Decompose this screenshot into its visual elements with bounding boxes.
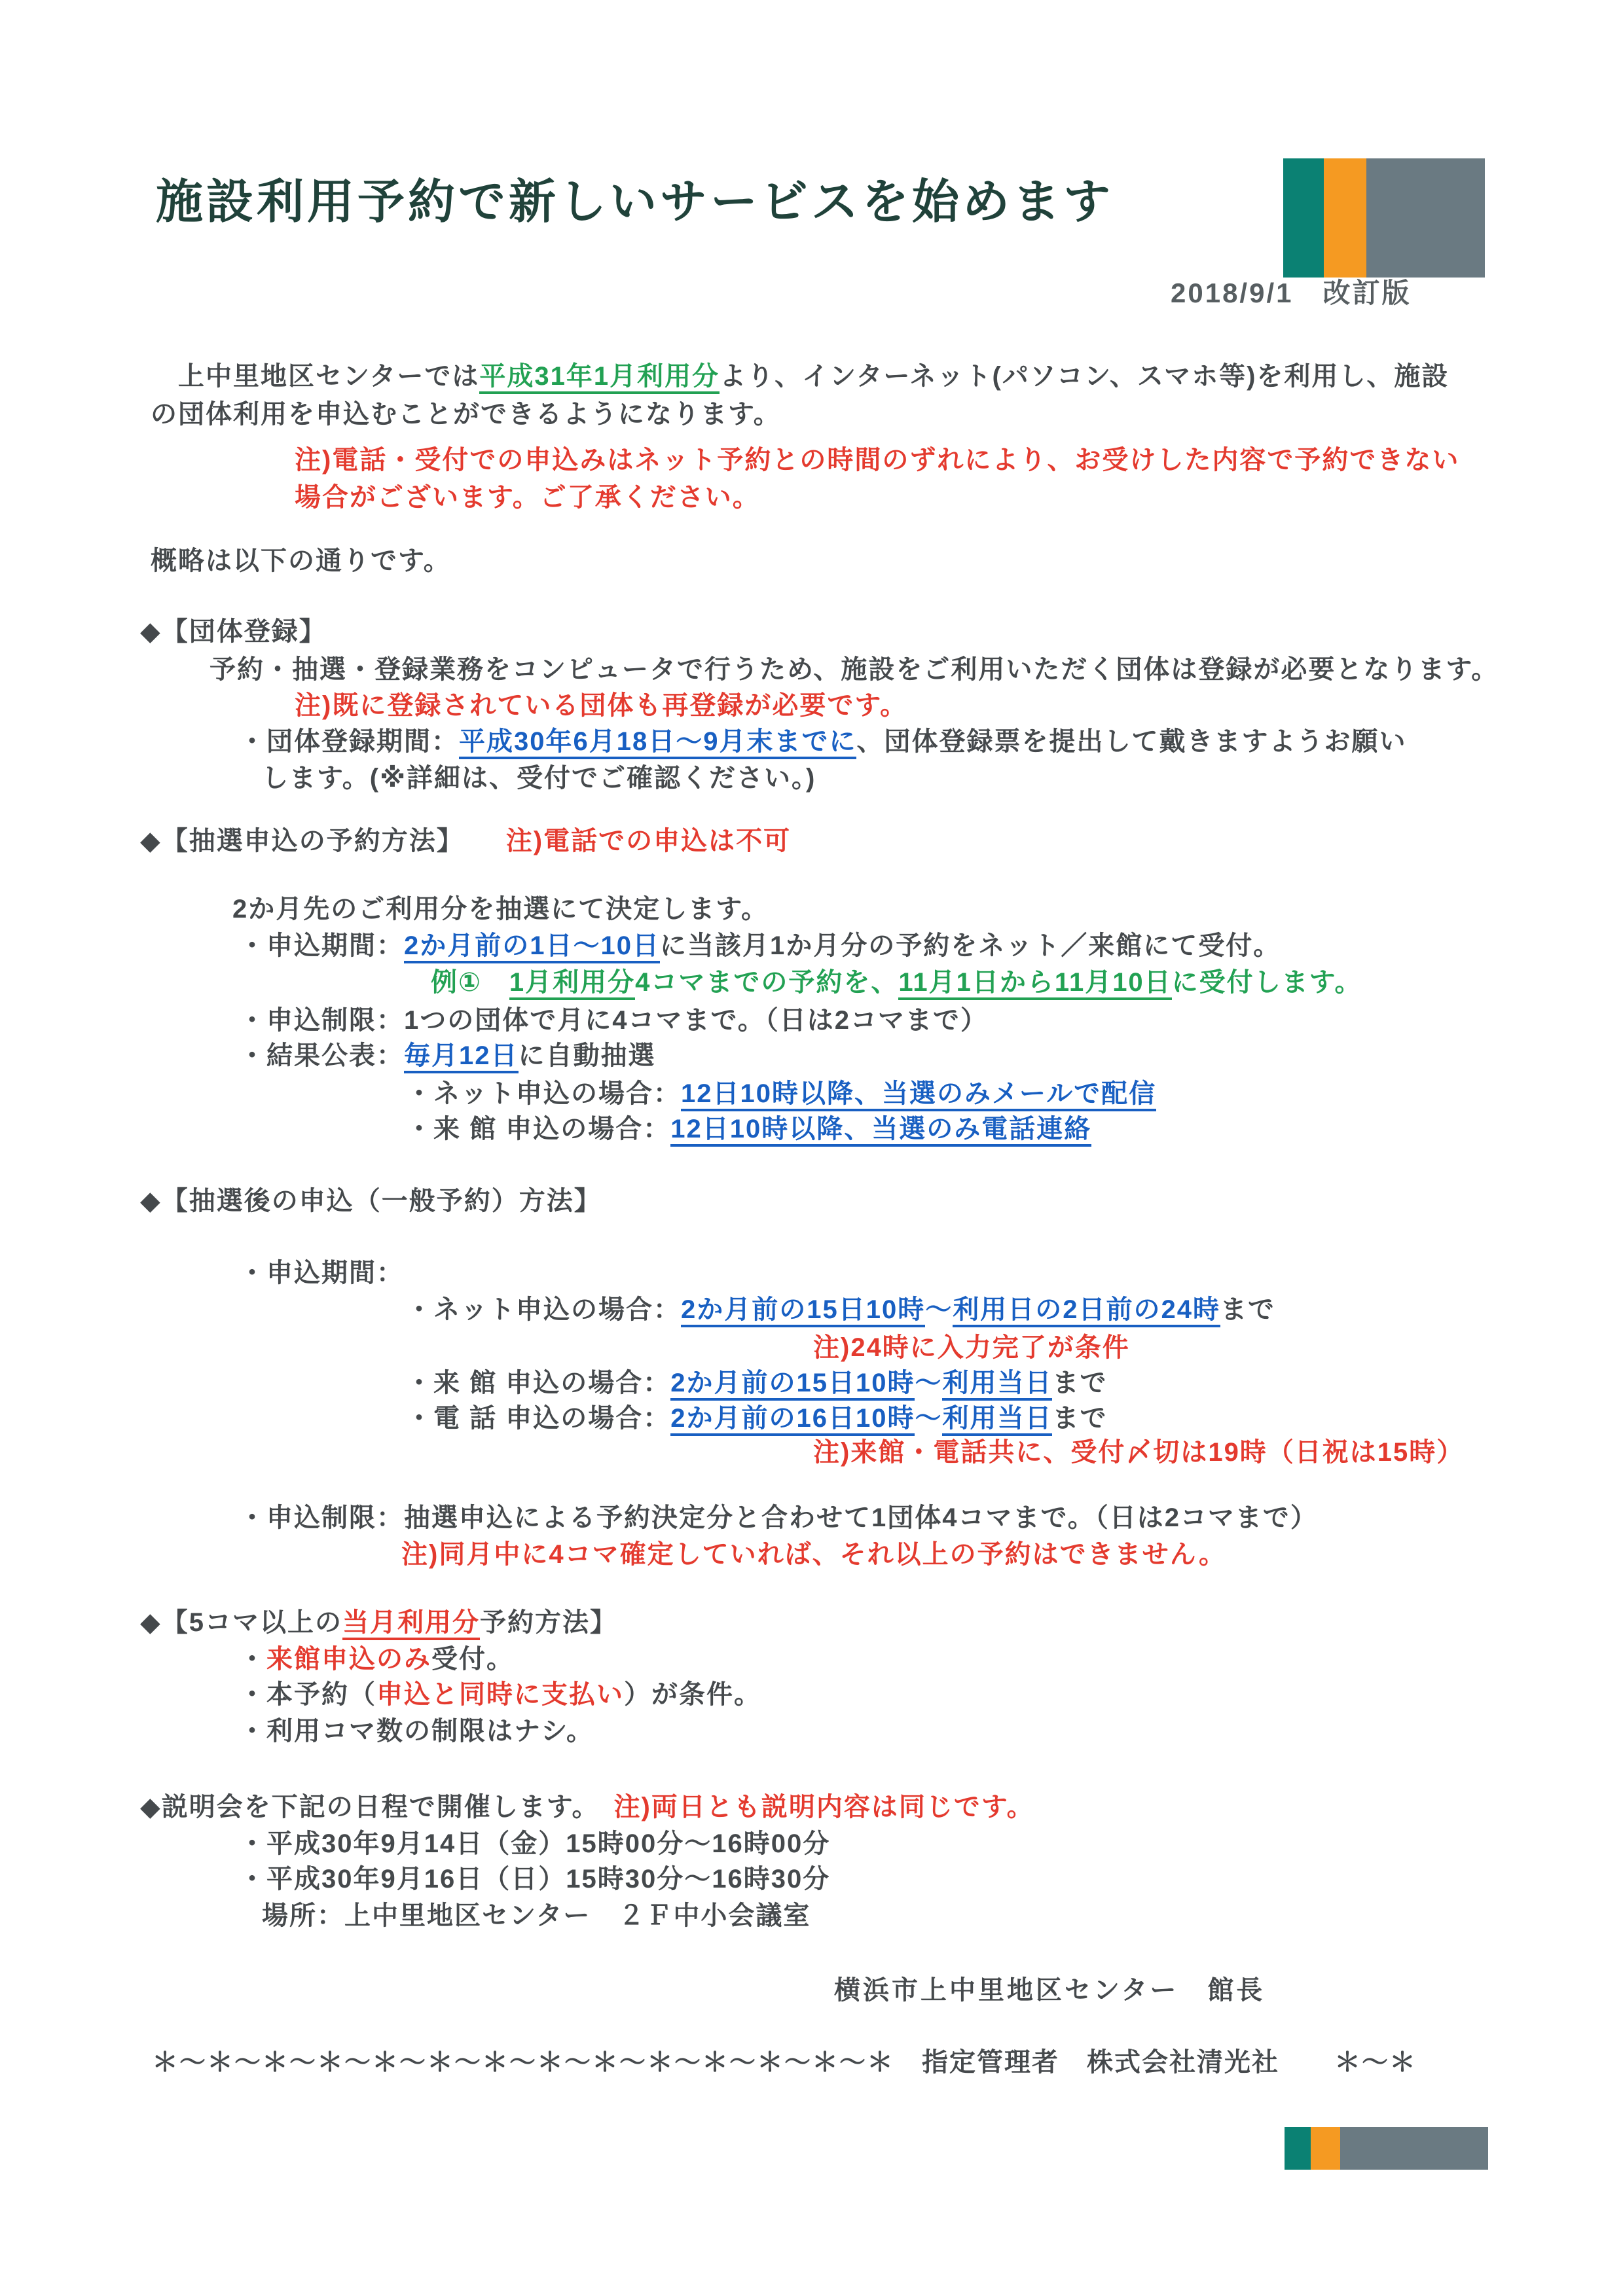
text-segment: 例① [431,968,509,997]
text-segment: 予約方法】 [480,1608,618,1637]
text-segment: ＊～＊～＊～＊～＊～＊～＊～＊～＊～＊～＊～＊～＊～＊ [152,2048,894,2077]
text-segment: 受付。 [431,1645,514,1674]
logo-orange-bar [1311,2127,1340,2170]
text-segment: 場所：上中里地区センター ２Ｆ中小会議室 [262,1901,811,1930]
text-segment: ・団体登録期間： [239,727,459,756]
text-segment: 毎月12日 [404,1041,519,1073]
text-segment: ～ [915,1369,943,1397]
briefing-date-1 [239,1829,830,1859]
text-segment: ◆【抽選申込の予約方法】 [140,827,451,855]
post-lottery-visit-period [406,1368,1107,1398]
text-segment: に当該月1か月分の予約をネット／来館にて受付。 [659,931,1281,960]
text-segment: 注)既に登録されている団体も再登録が必要です。 [295,691,908,720]
registration-warning [295,691,907,721]
text-segment: まで [1052,1369,1108,1397]
text-segment: 1月利用分 [509,968,635,1000]
text-segment: ・申込制限：抽選申込による予約決定分と合わせて1団体4コマまで。（日は2コマまで） [239,1503,1318,1532]
registration-body [210,655,1499,685]
text-segment: 当月利用分 [342,1608,480,1640]
post-lottery-net-period [406,1295,1275,1325]
text-segment: 注)来館・電話共に、受付〆切は19時（日祝は15時） [813,1438,1465,1467]
text-segment: 注)両日とも説明内容は同じです。 [586,1793,1034,1821]
text-segment: ・電 話 申込の場合： [406,1404,671,1433]
text-segment: 指定管理者 株式会社清光社 ＊～＊ [894,2048,1417,2077]
text-segment: 2か月前の15日10時 [681,1295,925,1327]
intro-paragraph-line-1 [151,361,1449,391]
text-segment: 注)同月中に4コマ確定していれば、それ以上の予約はできません。 [401,1540,1226,1569]
logo-teal-bar [1283,158,1324,278]
lottery-intro [232,894,769,924]
text-segment: 2か月前の1日～10日 [404,931,660,963]
logo-orange-bar [1324,158,1366,278]
briefing-date-2 [239,1864,830,1894]
center-logo-bottom [1285,2127,1488,2170]
center-logo-top [1283,158,1485,278]
section-heading-post-lottery [140,1186,602,1216]
text-segment: ◆【5コマ以上の [140,1608,343,1637]
section-heading-same-month [140,1607,617,1638]
text-segment: ◆【団体登録】 [140,617,327,646]
text-segment: します。(※詳細は、受付でご確認ください。) [262,764,816,793]
text-segment: ）が条件。 [624,1680,761,1709]
text-segment: 施設利用予約で新しいサービスを始めます [156,176,1114,228]
text-segment: 横浜市上中里地区センター 館長 [834,1976,1266,2005]
outline-lead-in [151,546,451,576]
text-segment: ◆説明会を下記の日程で開催します。 [140,1793,587,1821]
intro-warning-line-2 [295,482,760,512]
text-segment: 場合がございます。ご了承ください。 [295,483,760,512]
text-segment: 11月1日から11月10日 [898,968,1171,1000]
text-segment: 概略は以下の通りです。 [151,547,451,575]
text-segment: に受付します。 [1171,968,1362,997]
text-segment: ・平成30年9月16日（日）15時30分～16時30分 [239,1865,831,1893]
lottery-example [431,967,1362,997]
briefing-location [262,1901,811,1931]
text-segment: ・来 館 申込の場合： [406,1115,671,1143]
text-segment: ・利用コマ数の制限はナシ。 [239,1717,594,1746]
signature-line [834,1975,1265,2005]
revision-date [1171,278,1412,309]
text-segment: 2か月先のご利用分を抽選にて決定します。 [232,895,769,924]
text-segment: まで [1220,1295,1275,1324]
lottery-result-net [406,1079,1156,1109]
text-segment: 2か月前の15日10時 [670,1369,915,1401]
text-segment: ・申込制限：1つの団体で月に4コマまで。（日は2コマまで） [239,1006,988,1035]
text-segment: 上中里地区センターでは [151,362,480,391]
same-month-visit-only [239,1644,514,1674]
text-segment: 2か月前の16日10時 [670,1404,915,1436]
text-segment: ～ [925,1295,953,1324]
lottery-result-visit [406,1114,1091,1144]
text-segment: 予約・抽選・登録業務をコンピュータで行うため、施設をご利用いただく団体は登録が必要となります。 [210,655,1499,684]
intro-paragraph-line-2 [151,399,781,429]
post-lottery-limit-warning [401,1539,1226,1570]
post-lottery-deadline-warning [813,1437,1464,1467]
text-segment: 平成31年1月利用分 [479,362,720,394]
text-segment: の団体利用を申込むことができるようになります。 [151,400,781,429]
text-segment: 注)電話での申込は不可 [450,827,792,855]
registration-period-line-1 [239,726,1406,757]
text-segment: ・来 館 申込の場合： [406,1369,671,1397]
section-heading-group-registration [140,617,327,647]
logo-gray-bar [1366,158,1485,278]
text-segment: 利用当日 [942,1404,1052,1436]
document-title [156,175,1114,230]
post-lottery-limit [239,1503,1318,1533]
post-lottery-period-label [239,1258,404,1288]
footer-managing-company-line [152,2047,1417,2077]
text-segment: 4コマまでの予約を、 [635,968,899,997]
text-segment: 平成30年6月18日～9月末までに [459,727,856,759]
text-segment: ・ [239,1645,266,1674]
text-segment: 2018/9/1 改訂版 [1171,278,1412,308]
logo-gray-bar [1340,2127,1488,2170]
post-lottery-net-warning [813,1333,1130,1363]
text-segment: 注)電話・受付での申込みはネット予約との時間のずれにより、お受けした内容で予約できない [295,446,1460,475]
text-segment: ◆【抽選後の申込（一般予約）方法】 [140,1187,602,1215]
same-month-no-limit [239,1716,594,1746]
text-segment: ・本予約（ [239,1680,376,1709]
text-segment: ・結果公表： [239,1041,404,1070]
text-segment: ・申込期間： [239,931,404,960]
registration-period-line-2 [262,763,816,793]
text-segment: 利用当日 [942,1369,1052,1401]
section-heading-lottery-application [140,826,791,856]
lottery-application-period [239,931,1281,961]
text-segment: ～ [915,1404,943,1433]
text-segment: 申込と同時に支払い [376,1680,624,1709]
text-segment: 12日10時以降、当選のみメールで配信 [681,1079,1156,1111]
text-segment: 、団体登録票を提出して戴きますようお願い [856,727,1407,756]
lottery-application-limit [239,1005,988,1035]
section-heading-briefing [140,1792,1034,1822]
text-segment: に自動抽選 [518,1041,656,1070]
text-segment: 注)24時に入力完了が条件 [813,1333,1130,1362]
post-lottery-phone-period [406,1403,1107,1433]
text-segment: まで [1052,1404,1108,1433]
logo-teal-bar [1285,2127,1311,2170]
text-segment: 来館申込のみ [266,1645,431,1674]
text-segment: 利用日の2日前の24時 [953,1295,1220,1327]
text-segment: 12日10時以降、当選のみ電話連絡 [670,1115,1091,1147]
intro-warning-line-1 [295,445,1459,475]
text-segment: ・平成30年9月14日（金）15時00分～16時00分 [239,1829,831,1858]
same-month-payment-condition [239,1679,761,1710]
text-segment: ・ネット申込の場合： [406,1295,681,1324]
text-segment: ・申込期間： [239,1259,404,1287]
lottery-result-announcement [239,1041,656,1071]
text-segment: より、インターネット(パソコン、スマホ等)を利用し、施設 [720,362,1450,391]
text-segment: ・ネット申込の場合： [406,1079,681,1108]
